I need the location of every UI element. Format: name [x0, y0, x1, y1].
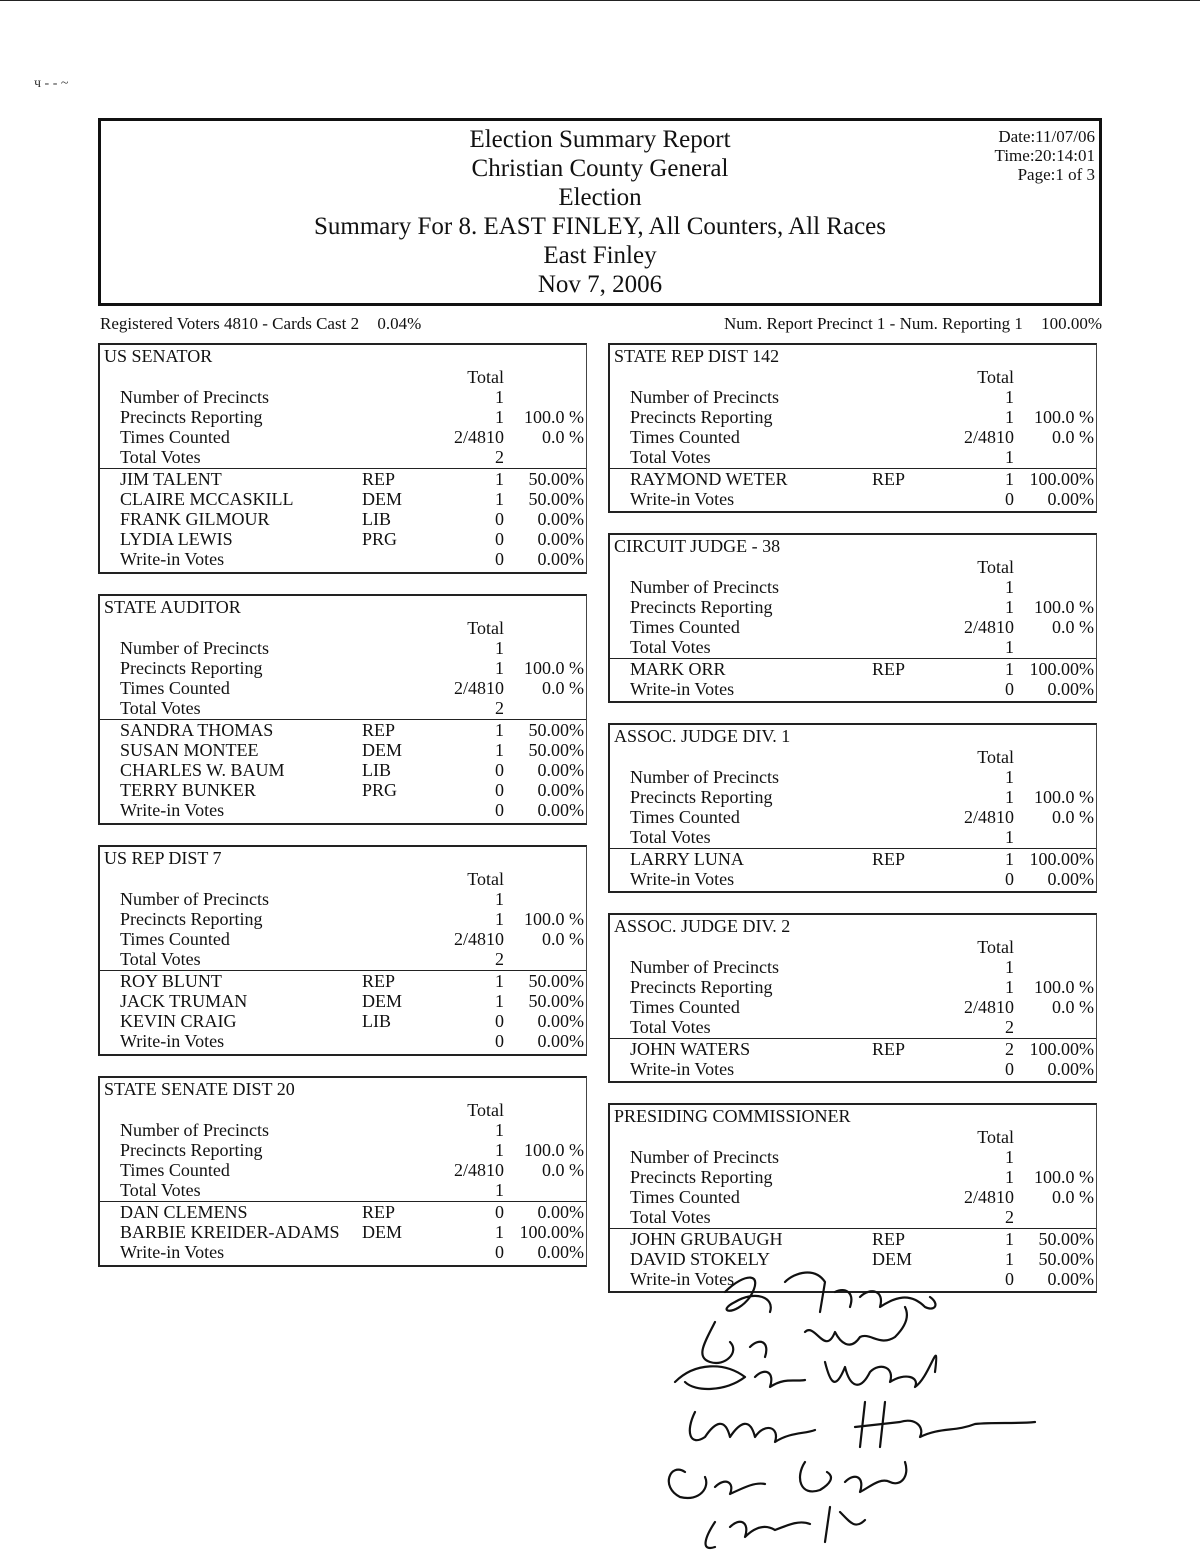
total-column-header: Total [467, 1100, 504, 1120]
signature-1 [725, 1273, 935, 1312]
stat-label: Total Votes [630, 827, 711, 847]
total-column-header: Total [977, 367, 1014, 387]
registered-voters-line [100, 314, 421, 334]
stat-label: Times Counted [120, 678, 230, 698]
stat-value: 1 [495, 889, 504, 909]
candidate-row: RAYMOND WETER REP 1 100.00% [630, 469, 1094, 489]
stat-value: 1 [1005, 827, 1014, 847]
stat-value: 2 [495, 447, 504, 467]
race-title: US REP DIST 7 [104, 848, 222, 868]
signature-4 [690, 1402, 1035, 1447]
stat-label: Total Votes [630, 637, 711, 657]
stat-value: 1 [495, 658, 504, 678]
stat-label: Precincts Reporting [630, 977, 773, 997]
stat-value: 1 [495, 387, 504, 407]
stat-label: Times Counted [630, 997, 740, 1017]
total-column-header: Total [977, 557, 1014, 577]
stat-label: Number of Precincts [630, 1147, 779, 1167]
race-us-senator [98, 343, 587, 574]
race-circuit-judge-38 [608, 533, 1097, 703]
write-in-row: Write-in Votes 0 0.00% [630, 1059, 1094, 1079]
total-column-header: Total [467, 618, 504, 638]
stat-pct: 100.0 % [1034, 787, 1094, 807]
race-title: CIRCUIT JUDGE - 38 [614, 536, 781, 556]
scan-mark: ч - - ~ [34, 76, 69, 91]
stat-pct: 0.0 % [542, 1160, 584, 1180]
stat-value: 2 [1005, 1207, 1014, 1227]
race-title: STATE AUDITOR [104, 597, 241, 617]
stat-value: 1 [1005, 407, 1014, 427]
stat-label: Total Votes [120, 1180, 201, 1200]
candidate-row: DAN CLEMENS REP 0 0.00% [120, 1202, 584, 1222]
stat-value: 2/4810 [453, 929, 504, 949]
stat-label: Number of Precincts [630, 767, 779, 787]
race-assoc-judge-div-1 [608, 723, 1097, 893]
stat-label: Precincts Reporting [120, 1140, 263, 1160]
reporting-line [724, 314, 1102, 334]
race-us-rep-dist-7 [98, 845, 587, 1056]
write-in-row: Write-in Votes 0 0.00% [120, 800, 584, 820]
stat-label: Precincts Reporting [630, 597, 773, 617]
stat-label: Precincts Reporting [630, 787, 773, 807]
race-title: STATE REP DIST 142 [614, 346, 780, 366]
stat-value: 1 [1005, 767, 1014, 787]
candidate-row: LYDIA LEWIS PRG 0 0.00% [120, 529, 584, 549]
stat-value: 1 [1005, 787, 1014, 807]
race-state-auditor [98, 594, 587, 825]
stat-value: 1 [1005, 597, 1014, 617]
total-column-header: Total [977, 1127, 1014, 1147]
stat-pct: 0.0 % [1052, 1187, 1094, 1207]
stat-value: 2/4810 [963, 807, 1014, 827]
stat-label: Precincts Reporting [120, 909, 263, 929]
stat-value: 1 [495, 638, 504, 658]
total-column-header: Total [467, 367, 504, 387]
stat-value: 1 [495, 909, 504, 929]
race-assoc-judge-div-2 [608, 913, 1097, 1083]
race-state-rep-dist-142 [608, 343, 1097, 513]
stat-label: Times Counted [630, 1187, 740, 1207]
write-in-row: Write-in Votes 0 0.00% [630, 679, 1094, 699]
stat-pct: 100.0 % [1034, 1167, 1094, 1187]
stat-value: 1 [495, 1120, 504, 1140]
report-title-block [101, 125, 1099, 299]
stat-label: Number of Precincts [120, 638, 269, 658]
candidate-row: ROY BLUNT REP 1 50.00% [120, 971, 584, 991]
signature-6 [706, 1507, 865, 1548]
candidate-row: TERRY BUNKER PRG 0 0.00% [120, 780, 584, 800]
signature-2 [702, 1307, 907, 1363]
stat-value: 2/4810 [963, 997, 1014, 1017]
stat-label: Precincts Reporting [120, 407, 263, 427]
reporting-text: Num. Report Precinct 1 - Num. Reporting 1 [723, 314, 1023, 333]
stat-label: Number of Precincts [120, 1120, 269, 1140]
stat-value: 1 [1005, 447, 1014, 467]
candidate-row: JIM TALENT REP 1 50.00% [120, 469, 584, 489]
stat-value: 1 [495, 407, 504, 427]
candidate-row: SUSAN MONTEE DEM 1 50.00% [120, 740, 584, 760]
stat-value: 2/4810 [453, 427, 504, 447]
report-subtitle-line-3: Election [558, 184, 642, 211]
stat-label: Total Votes [630, 447, 711, 467]
stat-value: 1 [495, 1140, 504, 1160]
stat-pct: 0.0 % [1052, 427, 1094, 447]
stat-value: 2 [1005, 1017, 1014, 1037]
total-column-header: Total [467, 869, 504, 889]
report-subtitle-line-4: Summary For 8. EAST FINLEY, All Counters, All Races [314, 213, 886, 240]
report-date-line: Nov 7, 2006 [537, 271, 663, 298]
stat-label: Times Counted [630, 807, 740, 827]
candidate-row: DAVID STOKELY DEM 1 50.00% [630, 1249, 1094, 1269]
stat-pct: 0.0 % [1052, 807, 1094, 827]
stat-value: 1 [1005, 387, 1014, 407]
race-title: STATE SENATE DIST 20 [104, 1079, 295, 1099]
candidate-row: LARRY LUNA REP 1 100.00% [630, 849, 1094, 869]
stat-label: Times Counted [120, 427, 230, 447]
registered-voters-pct: 0.04% [377, 314, 422, 333]
report-time: Time:20:14:01 [994, 146, 1095, 165]
stat-value: 2/4810 [453, 678, 504, 698]
candidate-row: KEVIN CRAIG LIB 0 0.00% [120, 1011, 584, 1031]
top-edge-rule [0, 0, 1200, 1]
write-in-row: Write-in Votes 0 0.00% [630, 869, 1094, 889]
stat-label: Times Counted [630, 427, 740, 447]
reporting-pct: 100.00% [1041, 314, 1102, 333]
report-page: Page:1 of 3 [1017, 165, 1095, 184]
stat-value: 1 [1005, 1167, 1014, 1187]
report-header [98, 118, 1102, 306]
stat-label: Total Votes [630, 1207, 711, 1227]
report-date: Date:11/07/06 [998, 127, 1095, 146]
total-column-header: Total [977, 937, 1014, 957]
stat-pct: 100.0 % [1034, 977, 1094, 997]
stat-value: 2/4810 [963, 617, 1014, 637]
candidate-row: BARBIE KREIDER-ADAMS DEM 1 100.00% [120, 1222, 584, 1242]
report-subtitle-line-2: Christian County General [471, 155, 729, 182]
stat-value: 2 [495, 698, 504, 718]
stat-label: Number of Precincts [120, 387, 269, 407]
stat-pct: 100.0 % [524, 909, 584, 929]
candidate-row: SANDRA THOMAS REP 1 50.00% [120, 720, 584, 740]
write-in-row: Write-in Votes 0 0.00% [630, 489, 1094, 509]
stat-value: 1 [1005, 1147, 1014, 1167]
stat-pct: 100.0 % [1034, 597, 1094, 617]
stat-label: Times Counted [120, 929, 230, 949]
stat-label: Precincts Reporting [120, 658, 263, 678]
report-title: Election Summary Report [469, 126, 731, 153]
race-title: ASSOC. JUDGE DIV. 1 [614, 726, 791, 746]
stat-pct: 0.0 % [1052, 617, 1094, 637]
stat-label: Total Votes [120, 447, 201, 467]
candidate-row: JOHN WATERS REP 2 100.00% [630, 1039, 1094, 1059]
report-meta [995, 127, 1095, 184]
stat-value: 2/4810 [453, 1160, 504, 1180]
race-title: US SENATOR [104, 346, 213, 366]
stat-value: 2/4810 [963, 1187, 1014, 1207]
stat-value: 1 [1005, 957, 1014, 977]
stat-label: Number of Precincts [630, 957, 779, 977]
stat-value: 1 [1005, 637, 1014, 657]
candidate-row: MARK ORR REP 1 100.00% [630, 659, 1094, 679]
signature-3 [675, 1356, 936, 1389]
stat-label: Number of Precincts [120, 889, 269, 909]
stat-pct: 0.0 % [542, 929, 584, 949]
report-subtitle-line-5: East Finley [543, 242, 657, 269]
stat-pct: 100.0 % [524, 1140, 584, 1160]
stat-label: Precincts Reporting [630, 407, 773, 427]
candidate-row: CHARLES W. BAUM LIB 0 0.00% [120, 760, 584, 780]
stat-value: 1 [1005, 577, 1014, 597]
stat-pct: 0.0 % [1052, 997, 1094, 1017]
candidate-row: CLAIRE MCCASKILL DEM 1 50.00% [120, 489, 584, 509]
race-title: PRESIDING COMMISSIONER [614, 1106, 851, 1126]
stat-label: Number of Precincts [630, 387, 779, 407]
write-in-row: Write-in Votes 0 0.00% [120, 549, 584, 569]
stat-label: Total Votes [120, 949, 201, 969]
stat-value: 1 [1005, 977, 1014, 997]
stat-label: Times Counted [630, 617, 740, 637]
stat-value: 2 [495, 949, 504, 969]
total-column-header: Total [977, 747, 1014, 767]
stat-pct: 100.0 % [524, 658, 584, 678]
race-title: ASSOC. JUDGE DIV. 2 [614, 916, 791, 936]
stat-label: Total Votes [120, 698, 201, 718]
stat-value: 1 [495, 1180, 504, 1200]
stat-pct: 100.0 % [1034, 407, 1094, 427]
candidate-row: JOHN GRUBAUGH REP 1 50.00% [630, 1229, 1094, 1249]
stat-pct: 100.0 % [524, 407, 584, 427]
stat-value: 2/4810 [963, 427, 1014, 447]
stat-pct: 0.0 % [542, 427, 584, 447]
write-in-row: Write-in Votes 0 0.00% [630, 1269, 1094, 1289]
stat-label: Times Counted [120, 1160, 230, 1180]
candidate-row: FRANK GILMOUR LIB 0 0.00% [120, 509, 584, 529]
stat-label: Precincts Reporting [630, 1167, 773, 1187]
signature-5 [669, 1462, 907, 1498]
stat-label: Number of Precincts [630, 577, 779, 597]
candidate-row: JACK TRUMAN DEM 1 50.00% [120, 991, 584, 1011]
write-in-row: Write-in Votes 0 0.00% [120, 1031, 584, 1051]
handwritten-signatures [655, 1262, 1075, 1562]
race-state-senate-dist-20 [98, 1076, 587, 1267]
registered-voters-text: Registered Voters 4810 - Cards Cast 2 [100, 314, 360, 333]
stat-pct: 0.0 % [542, 678, 584, 698]
write-in-row: Write-in Votes 0 0.00% [120, 1242, 584, 1262]
stat-label: Total Votes [630, 1017, 711, 1037]
